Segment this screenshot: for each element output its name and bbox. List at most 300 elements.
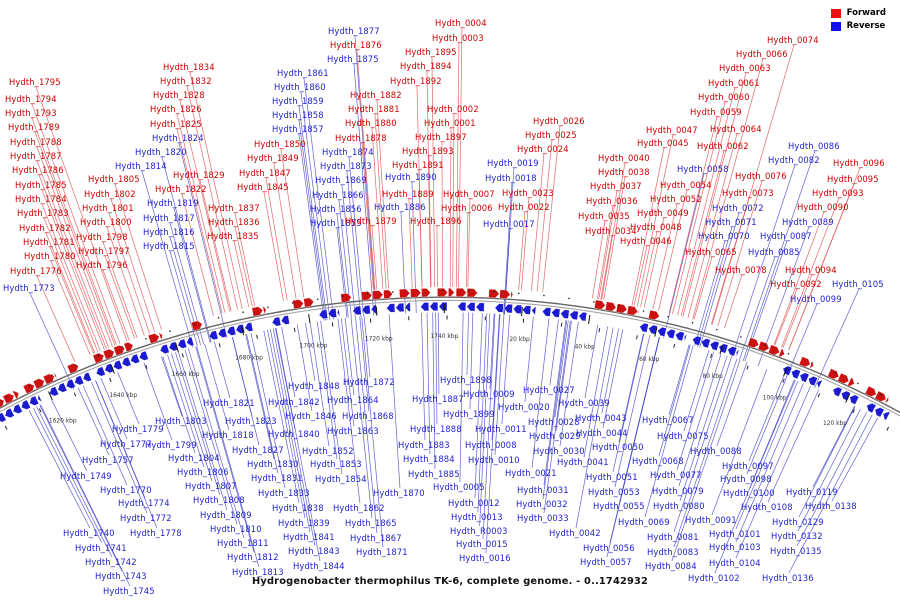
gene-label: Hydth_0048 <box>630 222 682 232</box>
gene-label: Hydth_1779 <box>112 424 164 434</box>
gene-arrow <box>439 302 447 311</box>
gene-label: Hydth_1889 <box>382 189 434 199</box>
gene-label: Hydth_0030 <box>533 446 585 456</box>
gene-arrow <box>337 308 340 316</box>
gene-label: Hydth_1787 <box>10 151 62 161</box>
gene-arrow <box>511 290 513 299</box>
gene-label: Hydth_1860 <box>274 82 326 92</box>
gene-label: Hydth_1805 <box>88 174 140 184</box>
gene-label: Hydth_0013 <box>451 512 503 522</box>
gene-label: Hydth_0096 <box>833 158 885 168</box>
gene-arrow <box>227 326 236 335</box>
gene-label: Hydth_0015 <box>456 539 508 549</box>
gene-arrow <box>467 303 475 312</box>
gene-arrow <box>504 304 512 313</box>
gene-label: Hydth_0040 <box>598 153 650 163</box>
gene-arrow <box>495 304 503 313</box>
gene-label: Hydth_0021 <box>505 468 557 478</box>
legend-forward-label: Forward <box>846 8 886 18</box>
gene-label: Hydth_1852 <box>302 446 354 456</box>
gene-label: Hydth_0009 <box>463 389 515 399</box>
gene-label: Hydth_0088 <box>690 446 742 456</box>
gene-arrow <box>701 339 710 348</box>
gene-label: Hydth_0062 <box>697 141 749 151</box>
gene-label: Hydth_1818 <box>202 430 254 440</box>
gene-arrow <box>850 395 859 405</box>
gene-label: Hydth_1894 <box>400 61 452 71</box>
axis-tick-label: 1660 kbp <box>171 372 200 379</box>
gene-label: Hydth_0041 <box>557 457 609 467</box>
gene-label: Hydth_0082 <box>768 155 820 165</box>
legend <box>831 8 886 31</box>
gene-label: Hydth_1899 <box>443 409 495 419</box>
gene-arrow <box>532 307 536 315</box>
gene-label: Hydth_1796 <box>76 260 128 270</box>
gene-label: Hydth_0051 <box>586 472 638 482</box>
gene-label: Hydth_1783 <box>17 208 69 218</box>
gene-label: Hydth_0057 <box>580 557 632 567</box>
gene-label: Hydth_0059 <box>690 107 742 117</box>
gene-label: Hydth_1886 <box>374 202 426 212</box>
gene-label: Hydth_1827 <box>232 445 284 455</box>
gene-arrow <box>594 300 605 310</box>
gene-label: Hydth_1770 <box>100 485 152 495</box>
gene-label: Hydth_R0003 <box>450 526 508 536</box>
gene-label: Hydth_0058 <box>677 164 729 174</box>
gene-label: Hydth_1819 <box>147 198 199 208</box>
axis-tick-label: 40 kbp <box>574 344 595 351</box>
gene-label: Hydth_0077 <box>650 470 702 480</box>
axis-tick-label: 120 kbp <box>822 421 847 428</box>
gene-label: Hydth_1868 <box>342 411 394 421</box>
gene-label: Hydth_1794 <box>5 94 57 104</box>
gene-arrow <box>38 394 42 402</box>
gene-label: Hydth_1885 <box>408 469 460 479</box>
axis-tick-label: 1640 kbp <box>109 392 138 399</box>
gene-label: Hydth_1788 <box>10 137 62 147</box>
axis-tick-mark <box>376 307 377 316</box>
gene-label: Hydth_1823 <box>225 416 277 426</box>
gene-label: Hydth_1802 <box>84 189 136 199</box>
gene-arrow <box>50 387 59 397</box>
gene-label: Hydth_0035 <box>578 211 630 221</box>
gene-label: Hydth_0105 <box>832 279 884 289</box>
forward-color-swatch-icon <box>831 9 841 18</box>
gene-label: Hydth_0086 <box>788 141 840 151</box>
gene-label: Hydth_0004 <box>435 18 487 28</box>
gene-label: Hydth_1811 <box>217 538 269 548</box>
gene-arrow <box>372 291 383 300</box>
gene-label: Hydth_1842 <box>268 397 320 407</box>
gene-label: Hydth_1835 <box>207 231 259 241</box>
gene-arrow <box>421 288 430 297</box>
gene-label: Hydth_0070 <box>698 231 750 241</box>
gene-arrow <box>383 290 392 299</box>
gene-label: Hydth_1840 <box>268 429 320 439</box>
legend-forward <box>831 8 886 18</box>
gene-label: Hydth_1869 <box>315 175 367 185</box>
gene-label: Hydth_1849 <box>247 153 299 163</box>
gene-label: Hydth_1871 <box>356 547 408 557</box>
reverse-color-swatch-icon <box>831 22 841 31</box>
gene-label: Hydth_1773 <box>3 283 55 293</box>
gene-arrow <box>736 349 739 357</box>
gene-label: Hydth_1784 <box>15 194 67 204</box>
gene-label: Hydth_0089 <box>782 217 834 227</box>
gene-label: Hydth_0034 <box>585 226 637 236</box>
gene-label: Hydth_1798 <box>76 232 128 242</box>
gene-label: Hydth_1859 <box>272 96 324 106</box>
axis-tick-label: 1740 kbp <box>430 334 459 341</box>
gene-label: Hydth_0047 <box>646 125 698 135</box>
gene-label: Hydth_1834 <box>163 62 215 72</box>
map-title: Hydrogenobacter thermophilus TK-6, complete genome. - 0..1742932 <box>251 576 649 587</box>
gene-arrow <box>361 291 372 300</box>
gene-arrow <box>209 331 218 340</box>
gene-label: Hydth_1808 <box>193 495 245 505</box>
gene-arrow <box>21 400 30 410</box>
gene-label: Hydth_1741 <box>75 543 127 553</box>
legend-reverse-label: Reverse <box>846 21 886 31</box>
legend-reverse <box>831 21 886 31</box>
gene-label: Hydth_0027 <box>523 385 575 395</box>
gene-label: Hydth_1789 <box>8 122 60 132</box>
gene-label: Hydth_1850 <box>254 139 306 149</box>
gene-arrow <box>272 317 281 326</box>
gene-arrow <box>800 373 809 383</box>
gene-arrow <box>476 303 484 312</box>
gene-label: Hydth_1896 <box>410 216 462 226</box>
gene-label: Hydth_0046 <box>620 236 672 246</box>
gene-label: Hydth_0080 <box>653 501 705 511</box>
gene-arrow <box>66 379 75 389</box>
gene-label: Hydth_0038 <box>598 167 650 177</box>
gene-arrow <box>448 288 454 297</box>
gene-label: Hydth_1795 <box>9 77 61 87</box>
gene-label: Hydth_1807 <box>185 481 237 491</box>
gene-label: Hydth_1864 <box>327 395 379 405</box>
gene-arrow <box>684 333 687 341</box>
gene-label: Hydth_0129 <box>772 517 824 527</box>
gene-arrow <box>159 332 163 340</box>
gene-label: Hydth_1884 <box>403 454 455 464</box>
gene-label: Hydth_0016 <box>459 553 511 563</box>
gene-label: Hydth_1822 <box>155 184 207 194</box>
gene-label: Hydth_1892 <box>390 76 442 86</box>
gene-label: Hydth_1837 <box>208 203 260 213</box>
gene-label: Hydth_1876 <box>330 40 382 50</box>
gene-label: Hydth_0092 <box>770 279 822 289</box>
gene-arrow <box>281 315 289 324</box>
gene-label: Hydth_0031 <box>517 485 569 495</box>
gene-label: Hydth_0119 <box>786 487 838 497</box>
gene-arrow <box>236 324 245 333</box>
gene-label: Hydth_1838 <box>272 503 324 513</box>
axis-tick-label: 60 kbp <box>639 356 660 363</box>
gene-label: Hydth_1845 <box>237 182 289 192</box>
gene-label: Hydth_1895 <box>405 47 457 57</box>
gene-label: Hydth_1821 <box>203 398 255 408</box>
gene-label: Hydth_0024 <box>517 144 569 154</box>
gene-label: Hydth_0083 <box>647 547 699 557</box>
gene-label: Hydth_0010 <box>468 455 520 465</box>
gene-label: Hydth_0091 <box>685 515 737 525</box>
gene-label: Hydth_1854 <box>315 474 367 484</box>
gene-label: Hydth_1803 <box>155 416 207 426</box>
gene-label: Hydth_1870 <box>373 488 425 498</box>
gene-label: Hydth_0003 <box>432 33 484 43</box>
gene-arrow <box>522 306 531 315</box>
gene-arrow <box>96 367 105 377</box>
gene-label: Hydth_1793 <box>5 108 57 118</box>
gene-label: Hydth_0049 <box>637 208 689 218</box>
gene-label: Hydth_1757 <box>82 455 134 465</box>
gene-label: Hydth_0025 <box>525 130 577 140</box>
gene-label: Hydth_0018 <box>485 173 537 183</box>
gene-arrow <box>605 302 616 312</box>
gene-label: Hydth_0085 <box>748 247 800 257</box>
gene-label: Hydth_0001 <box>424 118 476 128</box>
gene-arrow <box>160 344 169 353</box>
gene-label: Hydth_1880 <box>345 118 397 128</box>
gene-label: Hydth_1836 <box>208 217 260 227</box>
gene-label: Hydth_1881 <box>348 104 400 114</box>
gene-arrow <box>542 308 551 317</box>
gene-label: Hydth_0063 <box>719 63 771 73</box>
gene-label: Hydth_1776 <box>10 266 62 276</box>
axis-tick-label: 80 kbp <box>702 373 723 380</box>
gene-label: Hydth_1801 <box>82 203 134 213</box>
gene-label: Hydth_0044 <box>576 428 628 438</box>
gene-label: Hydth_1848 <box>288 381 340 391</box>
gene-label: Hydth_1786 <box>12 165 64 175</box>
gene-label: Hydth_1866 <box>312 190 364 200</box>
gene-arrow <box>467 288 477 297</box>
gene-label: Hydth_1825 <box>150 119 202 129</box>
gene-label: Hydth_1809 <box>200 510 252 520</box>
gene-label: Hydth_0101 <box>709 529 761 539</box>
gene-arrow <box>675 332 684 341</box>
gene-label: Hydth_1874 <box>322 147 374 157</box>
gene-label: Hydth_0008 <box>465 440 517 450</box>
gene-label: Hydth_0098 <box>720 474 772 484</box>
gene-label: Hydth_1797 <box>78 246 130 256</box>
gene-arrow <box>387 304 395 313</box>
gene-label: Hydth_1844 <box>293 561 345 571</box>
gene-label: Hydth_0050 <box>592 442 644 452</box>
gene-arrow <box>13 404 22 414</box>
gene-label: Hydth_0072 <box>712 203 764 213</box>
gene-label: Hydth_1831 <box>251 473 303 483</box>
gene-label: Hydth_0075 <box>657 431 709 441</box>
gene-arrow <box>848 378 855 387</box>
gene-arrow <box>833 387 842 397</box>
gene-arrow <box>748 338 759 348</box>
gene-label: Hydth_0053 <box>588 487 640 497</box>
gene-label: Hydth_1772 <box>120 513 172 523</box>
gene-label: Hydth_1857 <box>272 124 324 134</box>
gene-label: Hydth_1804 <box>168 453 220 463</box>
gene-label: Hydth_0132 <box>771 531 823 541</box>
gene-label: Hydth_1855 <box>310 218 362 228</box>
gene-label: Hydth_0054 <box>660 180 712 190</box>
gene-label: Hydth_0002 <box>427 104 479 114</box>
axis-tick-label: 1620 kbp <box>48 418 77 425</box>
gene-label: Hydth_1832 <box>160 76 212 86</box>
gene-label: Hydth_0068 <box>632 456 684 466</box>
gene-label: Hydth_0095 <box>827 174 879 184</box>
gene-arrow <box>693 336 702 345</box>
gene-label: Hydth_1882 <box>350 90 402 100</box>
gene-arrow <box>30 396 39 406</box>
gene-label: Hydth_1815 <box>143 241 195 251</box>
gene-label: Hydth_0023 <box>502 188 554 198</box>
gene-label: Hydth_1841 <box>283 532 335 542</box>
axis-tick-mark <box>309 314 310 323</box>
gene-arrow <box>113 360 122 370</box>
gene-label: Hydth_1774 <box>118 498 170 508</box>
gene-label: Hydth_1897 <box>415 132 467 142</box>
gene-arrow <box>245 322 253 331</box>
gene-label: Hydth_0052 <box>650 194 702 204</box>
gene-label: Hydth_0094 <box>785 265 837 275</box>
gene-label: Hydth_1829 <box>173 170 225 180</box>
gene-arrow <box>263 306 267 314</box>
axis-tick-mark <box>589 315 590 324</box>
gene-label: Hydth_0012 <box>448 498 500 508</box>
axis-tick-label: 1720 kbp <box>364 336 393 343</box>
gene-label: Hydth_1813 <box>232 567 284 577</box>
gene-arrow <box>616 304 627 314</box>
gene-label: Hydth_1888 <box>410 424 462 434</box>
gene-label: Hydth_1745 <box>103 586 155 596</box>
gene-arrow <box>178 339 187 348</box>
gene-label: Hydth_0066 <box>736 49 788 59</box>
gene-label: Hydth_1847 <box>239 168 291 178</box>
gene-arrow <box>122 357 131 366</box>
gene-label: Hydth_0043 <box>575 413 627 423</box>
gene-label: Hydth_0136 <box>762 573 814 583</box>
gene-label: Hydth_0084 <box>645 561 697 571</box>
gene-label: Hydth_1872 <box>343 377 395 387</box>
gene-label: Hydth_1853 <box>310 459 362 469</box>
gene-label: Hydth_0007 <box>443 189 495 199</box>
gene-arrow <box>139 351 148 361</box>
gene-label: Hydth_0033 <box>517 513 569 523</box>
gene-label: Hydth_0087 <box>760 231 812 241</box>
gene-label: Hydth_1878 <box>335 133 387 143</box>
gene-label: Hydth_1890 <box>385 172 437 182</box>
axis-tick-label: 20 kbp <box>509 336 530 343</box>
gene-label: Hydth_0104 <box>709 558 761 568</box>
gene-label: Hydth_0032 <box>516 499 568 509</box>
gene-arrow <box>627 306 638 316</box>
gene-arrow <box>218 328 227 337</box>
gene-arrow <box>396 303 404 312</box>
gene-label: Hydth_1843 <box>288 546 340 556</box>
gene-arrow <box>456 288 466 297</box>
gene-label: Hydth_0067 <box>642 415 694 425</box>
gene-label: Hydth_1863 <box>327 426 379 436</box>
axis-tick-label: 1700 kbp <box>299 343 328 350</box>
gene-label: Hydth_1898 <box>440 375 492 385</box>
gene-label: Hydth_1828 <box>153 90 205 100</box>
gene-arrow <box>758 341 769 351</box>
gene-label: Hydth_1891 <box>392 160 444 170</box>
gene-label: Hydth_1782 <box>19 223 71 233</box>
gene-arrow <box>658 327 667 336</box>
gene-label: Hydth_0090 <box>797 202 849 212</box>
gene-label: Hydth_1810 <box>210 524 262 534</box>
gene-label: Hydth_0055 <box>593 501 645 511</box>
gene-label: Hydth_0039 <box>558 398 610 408</box>
gene-arrow <box>371 305 377 314</box>
gene-label: Hydth_0056 <box>583 543 635 553</box>
gene-label: Hydth_1742 <box>85 557 137 567</box>
gene-arrow <box>399 289 410 298</box>
gene-label: Hydth_0061 <box>708 78 760 88</box>
gene-arrow <box>561 310 570 319</box>
gene-label: Hydth_1785 <box>15 180 67 190</box>
gene-label: Hydth_1824 <box>152 133 204 143</box>
gene-arrow <box>75 376 84 386</box>
gene-arrow <box>437 288 447 297</box>
gene-arrow <box>421 302 429 311</box>
gene-label: Hydth_1777 <box>100 439 152 449</box>
gene-label: Hydth_0079 <box>652 486 704 496</box>
gene-arrow <box>667 329 676 338</box>
gene-label: Hydth_1780 <box>24 251 76 261</box>
gene-label: Hydth_1861 <box>277 68 329 78</box>
gene-arrow <box>430 302 438 311</box>
gene-arrow <box>410 289 421 298</box>
gene-label: Hydth_1749 <box>60 471 112 481</box>
gene-arrow <box>131 354 140 364</box>
gene-label: Hydth_0036 <box>586 196 638 206</box>
gene-label: Hydth_0074 <box>767 35 819 45</box>
gene-label: Hydth_1826 <box>150 104 202 114</box>
gene-label: Hydth_1856 <box>310 204 362 214</box>
axis-tick-label: 1680 kbp <box>235 355 263 362</box>
gene-label: Hydth_0135 <box>770 546 822 556</box>
gene-label: Hydth_1817 <box>143 213 195 223</box>
gene-label: Hydth_0028 <box>528 417 580 427</box>
gene-arrow <box>570 311 579 320</box>
gene-label: Hydth_0071 <box>705 217 757 227</box>
gene-arrow <box>552 309 561 318</box>
gene-label: Hydth_0097 <box>722 461 774 471</box>
gene-label: Hydth_1820 <box>135 147 187 157</box>
gene-label: Hydth_0026 <box>533 116 585 126</box>
gene-label: Hydth_1781 <box>23 237 75 247</box>
gene-label: Hydth_1875 <box>327 54 379 64</box>
gene-label: Hydth_1743 <box>95 571 147 581</box>
gene-label: Hydth_1887 <box>412 394 464 404</box>
gene-label: Hydth_0029 <box>529 431 581 441</box>
gene-arrow <box>779 349 785 357</box>
gene-label: Hydth_0065 <box>685 247 737 257</box>
gene-arrow <box>648 310 659 320</box>
gene-label: Hydth_1833 <box>258 488 310 498</box>
gene-label: Hydth_0005 <box>433 482 485 492</box>
gene-arrow <box>500 290 511 299</box>
gene-arrow <box>883 412 890 420</box>
gene-label: Hydth_0073 <box>722 188 774 198</box>
gene-arrow <box>579 312 587 321</box>
gene-arrow <box>489 289 500 298</box>
gene-label: Hydth_1812 <box>227 552 279 562</box>
gene-label: Hydth_1873 <box>320 161 372 171</box>
